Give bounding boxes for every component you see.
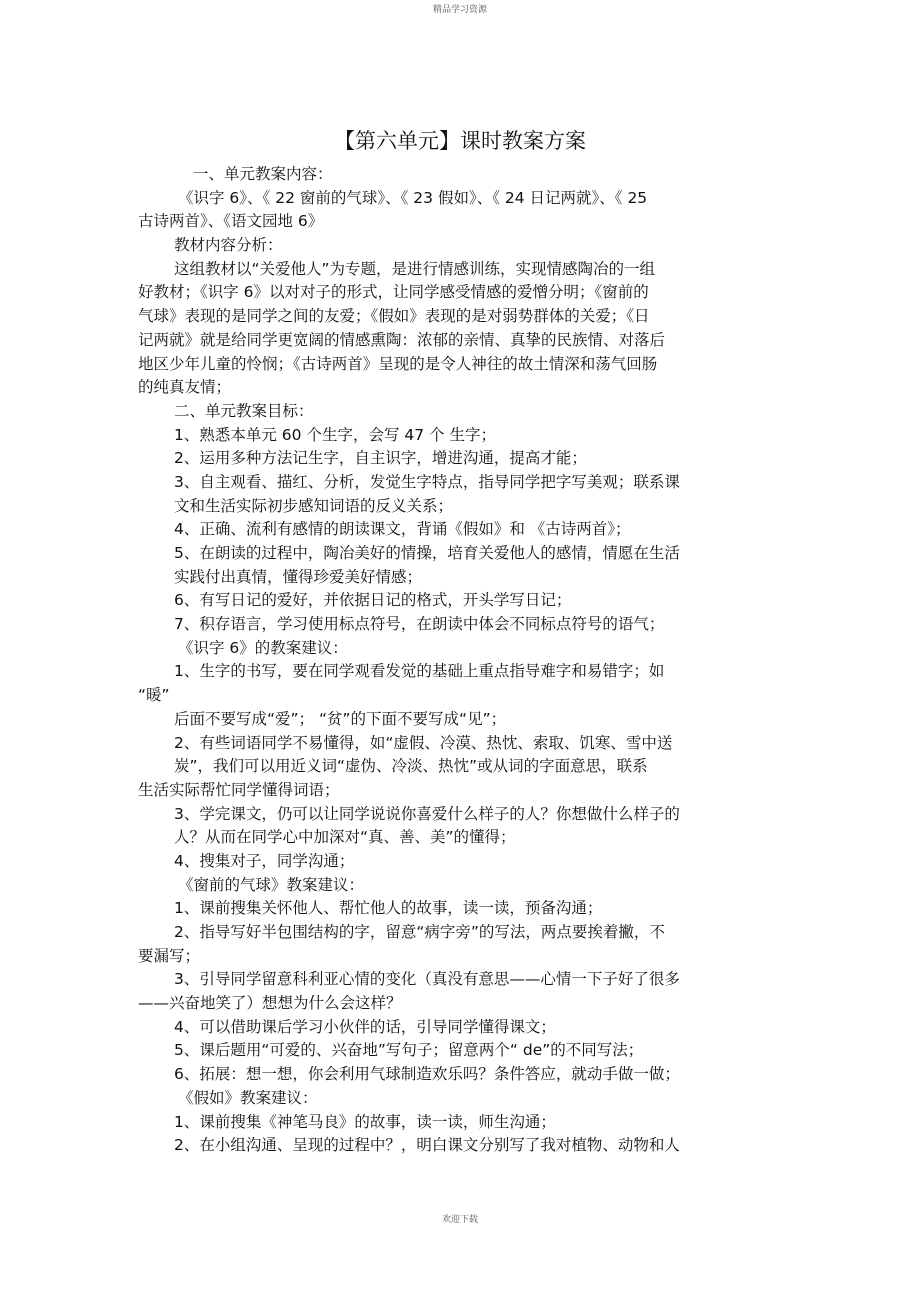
paragraph-line: 《窗前的气球》教案建议： bbox=[178, 875, 365, 894]
paragraph-line: ——兴奋地笑了）想想为什么会这样？ bbox=[138, 994, 402, 1013]
paragraph-line: 实践付出真情，懂得珍爱美好情感； bbox=[174, 567, 423, 586]
paragraph-line: 生活实际帮忙同学懂得词语； bbox=[138, 780, 340, 799]
paragraph-line: 6、有写日记的爱好，并依据日记的格式，开头学写日记； bbox=[174, 591, 572, 610]
paragraph-line: 4、可以借助课后学习小伙伴的话，引导同学懂得课文； bbox=[174, 1017, 556, 1036]
paragraph-line: 6、拓展：想一想，你会利用气球制造欢乐吗？条件答应，就动手做一做； bbox=[174, 1065, 680, 1084]
paragraph-line: 二、单元教案目标： bbox=[174, 401, 314, 420]
paragraph-line: 记两就》就是给同学更宽阔的情感熏陶：浓郁的亲情、真挚的民族情、对落后 bbox=[138, 330, 666, 349]
page-footer-note: 欢迎下载 bbox=[441, 1215, 478, 1225]
paragraph-line: 的纯真友情； bbox=[138, 378, 232, 397]
page-header-note: 精品学习资源 bbox=[432, 5, 487, 15]
paragraph-line: 1、熟悉本单元 60 个生字，会写 47 个 生字； bbox=[174, 425, 496, 444]
paragraph-line: 2、运用多种方法记生字，自主识字，增进沟通，提高才能； bbox=[174, 449, 587, 468]
paragraph-line: 《识字 6》的教案建议： bbox=[178, 638, 348, 657]
paragraph-line: 地区少年儿童的怜悯；《古诗两首》呈现的是令人神往的故土情深和荡气回肠 bbox=[138, 354, 658, 373]
paragraph-line: 要漏写； bbox=[138, 946, 201, 965]
paragraph-line: 《假如》教案建议： bbox=[178, 1088, 318, 1107]
paragraph-line: 7、积存语言，学习使用标点符号，在朗读中体会不同标点符号的语气； bbox=[174, 615, 665, 634]
paragraph-line: 后面不要写成“爱”； “贫”的下面不要写成“见”； bbox=[174, 709, 507, 728]
paragraph-line: 教材内容分析： bbox=[174, 236, 283, 255]
paragraph-line: 2、在小组沟通、呈现的过程中？，明白课文分别写了我对植物、动物和人 bbox=[174, 1136, 680, 1155]
paragraph-line: 一、单元教案内容： bbox=[193, 165, 333, 183]
paragraph-line: 2、指导写好半包围结构的字，留意“病字旁”的写法，两点要挨着撇，不 bbox=[174, 923, 665, 941]
paragraph-line: 古诗两首》、《语文园地 6》 bbox=[138, 212, 324, 231]
document-title: 【第六单元】课时教案方案 bbox=[334, 129, 586, 153]
paragraph-line: 文和生活实际初步感知词语的反义关系； bbox=[174, 496, 454, 515]
paragraph-line: 1、课前搜集《神笔马良》的故事，读一读，师生沟通； bbox=[174, 1112, 556, 1131]
paragraph-line: 4、正确、流利有感情的朗读课文，背诵《假如》和 《古诗两首》； bbox=[174, 520, 631, 539]
paragraph-line: 气球》表现的是同学之间的友爱；《假如》表现的是对弱势群体的关爱；《日 bbox=[138, 307, 650, 326]
paragraph-line: 3、学完课文，仍可以让同学说说你喜爱什么样子的人？你想做什么样子的 bbox=[174, 804, 680, 823]
paragraph-line: 3、自主观看、描红、分析，发觉生字特点，指导同学把字写美观；联系课 bbox=[174, 472, 680, 491]
paragraph-line: 5、课后题用“可爱的、兴奋地”写句子；留意两个“ de”的不同写法； bbox=[174, 1041, 644, 1060]
paragraph-line: 人？从而在同学心中加深对“真、善、美”的懂得； bbox=[174, 828, 516, 847]
paragraph-line: 好教材；《识字 6》以对对子的形式，让同学感受情感的爱憎分明；《窗前的 bbox=[138, 283, 649, 302]
document-body bbox=[138, 163, 778, 1158]
paragraph-line: 《识字 6》、《 22 窗前的气球》、《 23 假如》、《 24 日记两就》、《 25 bbox=[178, 188, 648, 207]
paragraph-line: 2、有些词语同学不易懂得，如“虚假、冷漠、热忱、索取、饥寒、雪中送 bbox=[174, 733, 673, 752]
paragraph-line: “暖” bbox=[138, 686, 170, 705]
paragraph-line: 炭”，我们可以用近义词“虚伪、冷淡、热忱”或从词的字面意思，联系 bbox=[174, 757, 648, 776]
paragraph-line: 1、生字的书写，要在同学观看发觉的基础上重点指导难字和易错字；如 bbox=[174, 662, 665, 681]
paragraph-line: 3、引导同学留意科利亚心情的变化（真没有意思——心情一下子好了很多 bbox=[174, 970, 680, 989]
paragraph-line: 1、课前搜集关怀他人、帮忙他人的故事，读一读，预备沟通； bbox=[174, 899, 603, 918]
paragraph-line: 这组教材以“关爱他人”为专题，是进行情感训练，实现情感陶冶的一组 bbox=[174, 259, 656, 278]
paragraph-line: 5、在朗读的过程中，陶冶美好的情操，培育关爱他人的感情，情愿在生活 bbox=[174, 544, 680, 562]
paragraph-line: 4、搜集对子，同学沟通； bbox=[174, 851, 355, 870]
